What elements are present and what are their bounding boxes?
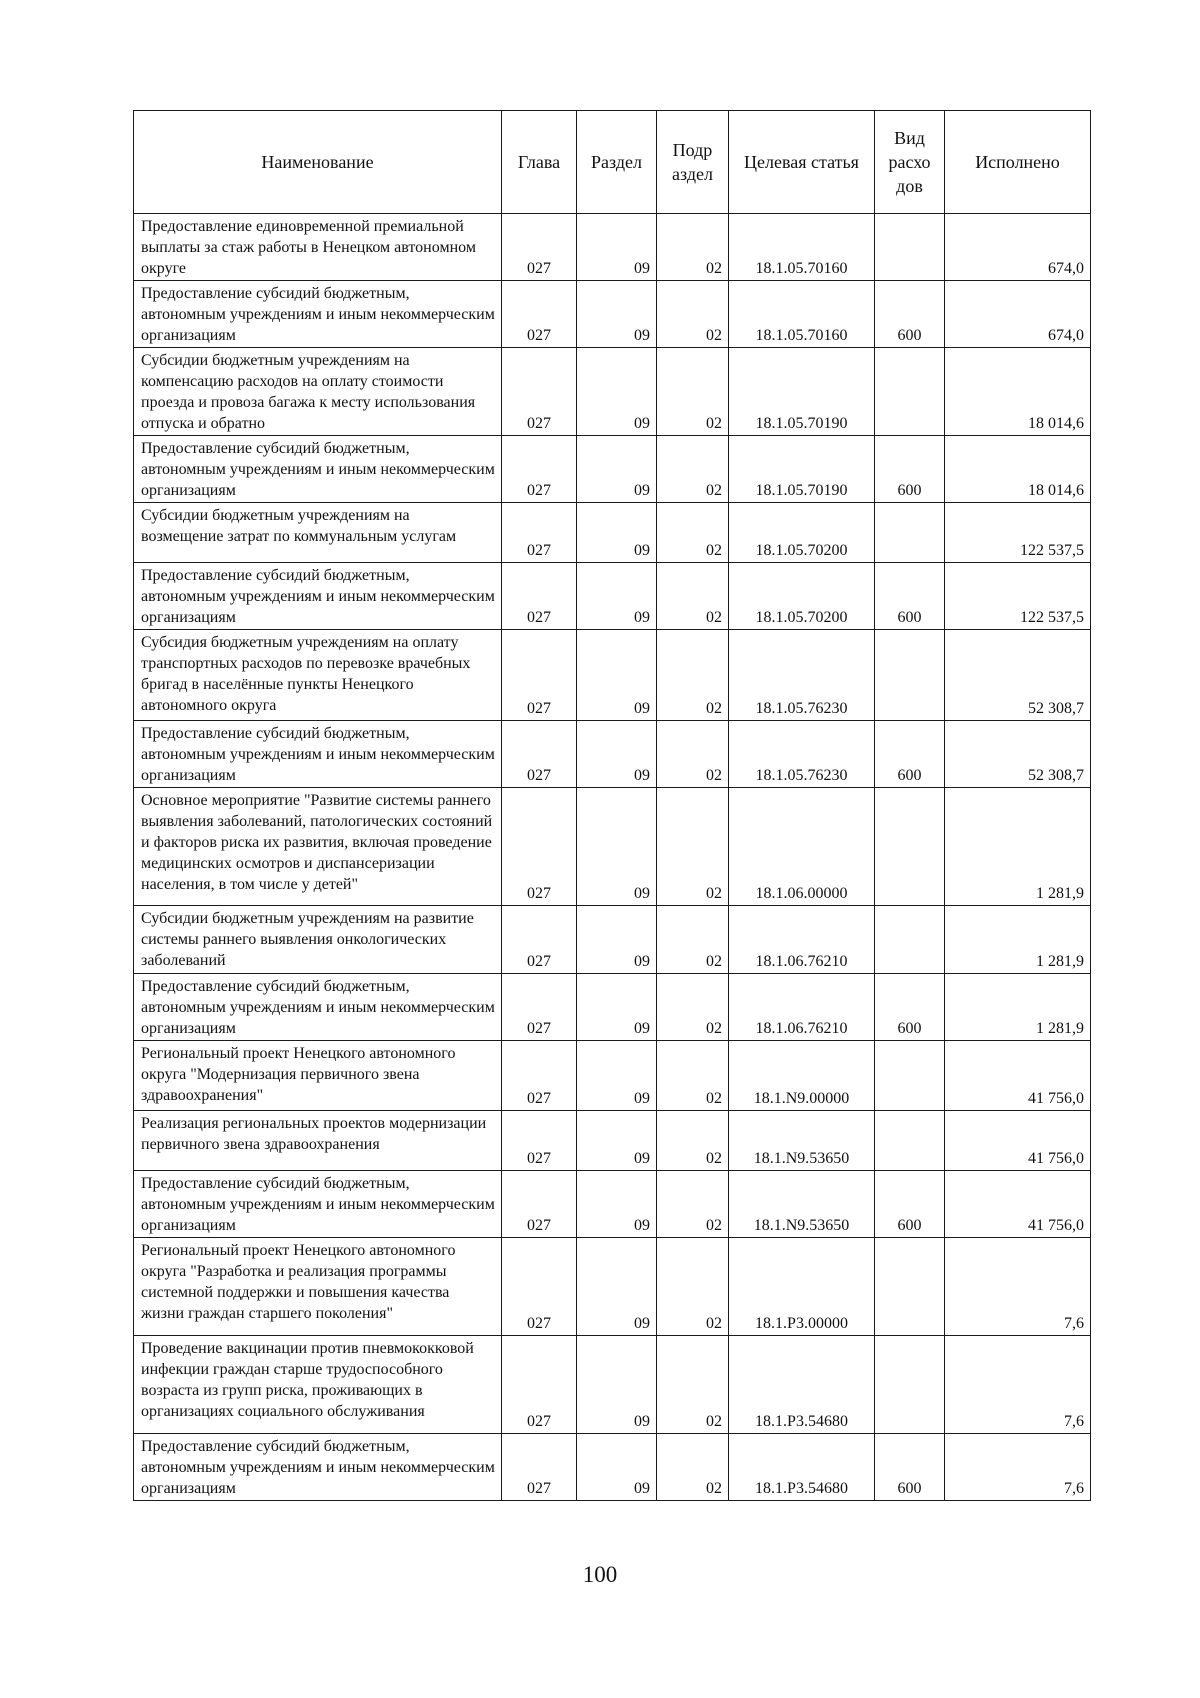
header-podrazdel: Подр аздел	[657, 111, 729, 214]
cell-podrazdel: 02	[657, 348, 729, 436]
cell-ispolneno: 52 308,7	[945, 721, 1091, 788]
cell-name: Предоставление субсидий бюджетным, автономным учреждениям и иным некоммерческим организациям	[134, 436, 502, 503]
cell-glava: 027	[502, 281, 577, 348]
cell-ispolneno: 41 756,0	[945, 1111, 1091, 1171]
header-celevaya-statya: Целевая статья	[729, 111, 875, 214]
cell-ispolneno: 1 281,9	[945, 906, 1091, 974]
cell-razdel: 09	[577, 788, 657, 906]
table-header-row	[134, 111, 1091, 214]
cell-vid-rashodov	[875, 1336, 945, 1434]
cell-glava: 027	[502, 1238, 577, 1336]
cell-podrazdel: 02	[657, 1336, 729, 1434]
cell-ispolneno: 7,6	[945, 1238, 1091, 1336]
cell-celevaya-statya: 18.1.05.70160	[729, 281, 875, 348]
table-row	[134, 974, 1091, 1041]
cell-podrazdel: 02	[657, 563, 729, 630]
budget-execution-table	[133, 110, 1091, 1501]
cell-ispolneno: 41 756,0	[945, 1171, 1091, 1238]
cell-ispolneno: 18 014,6	[945, 436, 1091, 503]
cell-celevaya-statya: 18.1.N9.53650	[729, 1111, 875, 1171]
cell-celevaya-statya: 18.1.P3.54680	[729, 1434, 875, 1501]
cell-vid-rashodov	[875, 788, 945, 906]
cell-razdel: 09	[577, 348, 657, 436]
header-name: Наименование	[134, 111, 502, 214]
cell-podrazdel: 02	[657, 214, 729, 281]
cell-podrazdel: 02	[657, 1111, 729, 1171]
cell-vid-rashodov: 600	[875, 563, 945, 630]
cell-glava: 027	[502, 1111, 577, 1171]
cell-glava: 027	[502, 788, 577, 906]
cell-glava: 027	[502, 906, 577, 974]
cell-podrazdel: 02	[657, 974, 729, 1041]
cell-name: Субсидия бюджетным учреждениям на оплату транспортных расходов по перевозке врачебных бригад в населённые пункты Ненецкого автономного округа	[134, 630, 502, 721]
cell-name: Региональный проект Ненецкого автономного округа "Разработка и реализация программы системной поддержки и повышения качества жизни граждан старшего поколения"	[134, 1238, 502, 1336]
cell-podrazdel: 02	[657, 1238, 729, 1336]
cell-celevaya-statya: 18.1.P3.54680	[729, 1336, 875, 1434]
cell-vid-rashodov: 600	[875, 1171, 945, 1238]
table-row	[134, 788, 1091, 906]
cell-name: Субсидии бюджетным учреждениям на возмещение затрат по коммунальным услугам	[134, 503, 502, 563]
cell-name: Проведение вакцинации против пневмококковой инфекции граждан старше трудоспособного возраста из групп риска, проживающих в организациях социального обслуживания	[134, 1336, 502, 1434]
cell-vid-rashodov	[875, 906, 945, 974]
cell-ispolneno: 1 281,9	[945, 974, 1091, 1041]
cell-name: Основное мероприятие "Развитие системы раннего выявления заболеваний, патологических состояний и факторов риска их развития, включая проведение медицинских осмотров и диспансеризации населения, в том числе у детей"	[134, 788, 502, 906]
cell-vid-rashodov	[875, 1238, 945, 1336]
cell-razdel: 09	[577, 281, 657, 348]
cell-name: Субсидии бюджетным учреждениям на компенсацию расходов на оплату стоимости проезда и провоза багажа к месту использования отпуска и обратно	[134, 348, 502, 436]
cell-celevaya-statya: 18.1.05.70160	[729, 214, 875, 281]
cell-razdel: 09	[577, 1434, 657, 1501]
cell-ispolneno: 18 014,6	[945, 348, 1091, 436]
cell-celevaya-statya: 18.1.06.76210	[729, 906, 875, 974]
table-row	[134, 1111, 1091, 1171]
cell-name: Региональный проект Ненецкого автономного округа "Модернизация первичного звена здравоохранения"	[134, 1041, 502, 1111]
header-razdel: Раздел	[577, 111, 657, 214]
cell-podrazdel: 02	[657, 1434, 729, 1501]
cell-razdel: 09	[577, 1111, 657, 1171]
header-vid-rashodov: Вид расхо дов	[875, 111, 945, 214]
cell-podrazdel: 02	[657, 630, 729, 721]
cell-vid-rashodov	[875, 1111, 945, 1171]
cell-glava: 027	[502, 503, 577, 563]
cell-razdel: 09	[577, 214, 657, 281]
cell-vid-rashodov: 600	[875, 281, 945, 348]
cell-razdel: 09	[577, 974, 657, 1041]
cell-glava: 027	[502, 348, 577, 436]
cell-vid-rashodov: 600	[875, 721, 945, 788]
cell-name: Предоставление субсидий бюджетным, автономным учреждениям и иным некоммерческим организациям	[134, 1171, 502, 1238]
cell-vid-rashodov	[875, 630, 945, 721]
table-row	[134, 1336, 1091, 1434]
cell-celevaya-statya: 18.1.05.70200	[729, 503, 875, 563]
cell-razdel: 09	[577, 563, 657, 630]
cell-podrazdel: 02	[657, 788, 729, 906]
cell-celevaya-statya: 18.1.05.70200	[729, 563, 875, 630]
cell-vid-rashodov: 600	[875, 436, 945, 503]
cell-glava: 027	[502, 1171, 577, 1238]
cell-razdel: 09	[577, 1171, 657, 1238]
cell-ispolneno: 122 537,5	[945, 563, 1091, 630]
cell-podrazdel: 02	[657, 1171, 729, 1238]
page-number: 100	[582, 1562, 618, 1587]
cell-name: Предоставление субсидий бюджетным, автономным учреждениям и иным некоммерческим организациям	[134, 281, 502, 348]
cell-ispolneno: 1 281,9	[945, 788, 1091, 906]
cell-glava: 027	[502, 1041, 577, 1111]
table-row	[134, 1434, 1091, 1501]
cell-name: Субсидии бюджетным учреждениям на развитие системы раннего выявления онкологических заболеваний	[134, 906, 502, 974]
cell-vid-rashodov: 600	[875, 1434, 945, 1501]
cell-razdel: 09	[577, 721, 657, 788]
cell-podrazdel: 02	[657, 503, 729, 563]
table-row	[134, 721, 1091, 788]
table-row	[134, 214, 1091, 281]
cell-name: Предоставление субсидий бюджетным, автономным учреждениям и иным некоммерческим организациям	[134, 563, 502, 630]
cell-podrazdel: 02	[657, 281, 729, 348]
cell-glava: 027	[502, 1434, 577, 1501]
cell-ispolneno: 7,6	[945, 1434, 1091, 1501]
cell-celevaya-statya: 18.1.N9.53650	[729, 1171, 875, 1238]
header-glava: Глава	[502, 111, 577, 214]
cell-podrazdel: 02	[657, 1041, 729, 1111]
cell-ispolneno: 52 308,7	[945, 630, 1091, 721]
cell-celevaya-statya: 18.1.P3.00000	[729, 1238, 875, 1336]
table-row	[134, 348, 1091, 436]
cell-razdel: 09	[577, 630, 657, 721]
table-row	[134, 436, 1091, 503]
cell-vid-rashodov	[875, 503, 945, 563]
cell-glava: 027	[502, 1336, 577, 1434]
cell-glava: 027	[502, 214, 577, 281]
cell-razdel: 09	[577, 503, 657, 563]
cell-celevaya-statya: 18.1.05.76230	[729, 721, 875, 788]
cell-celevaya-statya: 18.1.06.76210	[729, 974, 875, 1041]
cell-vid-rashodov	[875, 348, 945, 436]
cell-name: Предоставление субсидий бюджетным, автономным учреждениям и иным некоммерческим организациям	[134, 974, 502, 1041]
cell-celevaya-statya: 18.1.05.70190	[729, 348, 875, 436]
cell-celevaya-statya: 18.1.N9.00000	[729, 1041, 875, 1111]
cell-razdel: 09	[577, 436, 657, 503]
cell-celevaya-statya: 18.1.05.76230	[729, 630, 875, 721]
cell-podrazdel: 02	[657, 906, 729, 974]
cell-vid-rashodov: 600	[875, 974, 945, 1041]
cell-glava: 027	[502, 974, 577, 1041]
cell-celevaya-statya: 18.1.05.70190	[729, 436, 875, 503]
table-row	[134, 630, 1091, 721]
cell-name: Предоставление субсидий бюджетным, автономным учреждениям и иным некоммерческим организациям	[134, 721, 502, 788]
cell-glava: 027	[502, 563, 577, 630]
cell-ispolneno: 41 756,0	[945, 1041, 1091, 1111]
cell-razdel: 09	[577, 1336, 657, 1434]
cell-podrazdel: 02	[657, 721, 729, 788]
cell-ispolneno: 674,0	[945, 214, 1091, 281]
table-body	[134, 214, 1091, 1501]
cell-name: Предоставление субсидий бюджетным, автономным учреждениям и иным некоммерческим организациям	[134, 1434, 502, 1501]
table-row	[134, 1171, 1091, 1238]
cell-vid-rashodov	[875, 214, 945, 281]
cell-razdel: 09	[577, 906, 657, 974]
table-row	[134, 906, 1091, 974]
table-row	[134, 281, 1091, 348]
header-ispolneno: Исполнено	[945, 111, 1091, 214]
cell-glava: 027	[502, 630, 577, 721]
cell-podrazdel: 02	[657, 436, 729, 503]
cell-ispolneno: 674,0	[945, 281, 1091, 348]
cell-vid-rashodov	[875, 1041, 945, 1111]
cell-glava: 027	[502, 436, 577, 503]
table-row	[134, 563, 1091, 630]
cell-razdel: 09	[577, 1041, 657, 1111]
cell-name: Предоставление единовременной премиальной выплаты за стаж работы в Ненецком автономном округе	[134, 214, 502, 281]
cell-glava: 027	[502, 721, 577, 788]
table-row	[134, 1041, 1091, 1111]
cell-ispolneno: 122 537,5	[945, 503, 1091, 563]
cell-celevaya-statya: 18.1.06.00000	[729, 788, 875, 906]
cell-name: Реализация региональных проектов модернизации первичного звена здравоохранения	[134, 1111, 502, 1171]
cell-ispolneno: 7,6	[945, 1336, 1091, 1434]
table-row	[134, 503, 1091, 563]
cell-razdel: 09	[577, 1238, 657, 1336]
table-row	[134, 1238, 1091, 1336]
